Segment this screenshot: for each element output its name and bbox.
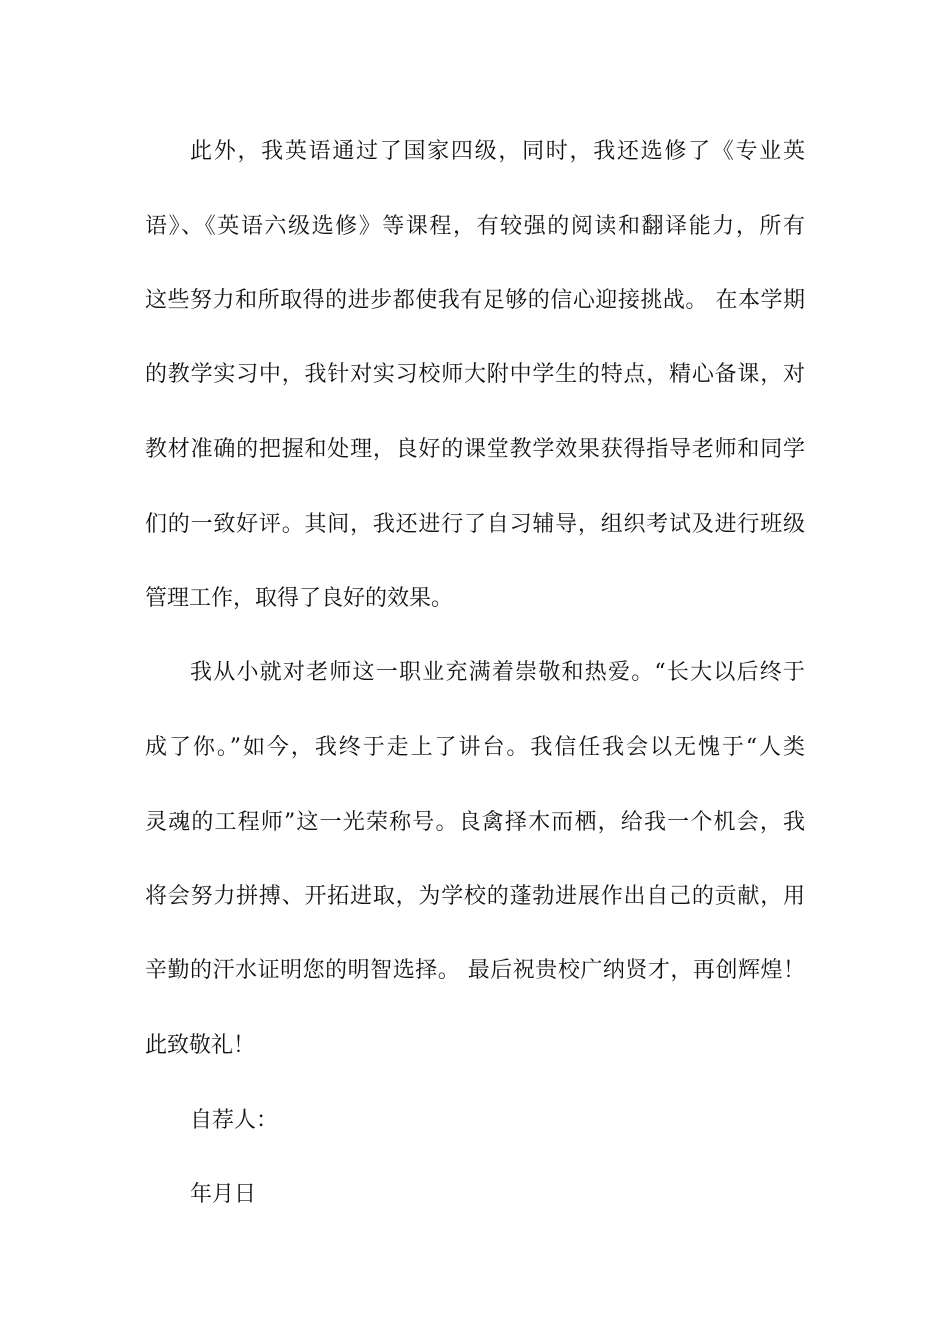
paragraph2-line: 将会努力拼搏、开拓进取，为学校的蓬勃进展作出自己的贡献，用 [145, 884, 805, 909]
paragraph1-line: 此外，我英语通过了国家四级，同时，我还选修了《专业英 [190, 139, 805, 164]
paragraph1-line: 管理工作，取得了良好的效果。 [145, 586, 454, 611]
paragraph2-line: 灵魂的工程师”这一光荣称号。良禽择木而栖，给我一个机会，我 [145, 810, 805, 835]
paragraph1-line: 这些努力和所取得的进步都使我有足够的信心迎接挑战。 在本学期 [145, 288, 805, 313]
paragraph1-line: 教材准确的把握和处理，良好的课堂教学效果获得指导老师和同学 [145, 437, 805, 462]
paragraph1-line: 们的一致好评。其间，我还进行了自习辅导，组织考试及进行班级 [145, 512, 805, 537]
paragraph1-line: 语》、《英语六级选修》等课程，有较强的阅读和翻译能力，所有 [145, 214, 805, 239]
signature-label: 自荐人： [190, 1108, 279, 1133]
paragraph2-line: 成了你。”如今，我终于走上了讲台。我信任我会以无愧于“人类 [145, 735, 805, 760]
date-label: 年月日 [190, 1182, 257, 1207]
paragraph2-line: 辛勤的汗水证明您的明智选择。 最后祝贵校广纳贤才，再创辉煌！ [145, 958, 805, 983]
paragraph2-line: 我从小就对老师这一职业充满着崇敬和热爱。“长大以后终于 [190, 660, 805, 685]
paragraph1-line: 的教学实习中，我针对实习校师大附中学生的特点，精心备课，对 [145, 362, 805, 387]
paragraph2-line: 此致敬礼！ [145, 1033, 256, 1058]
